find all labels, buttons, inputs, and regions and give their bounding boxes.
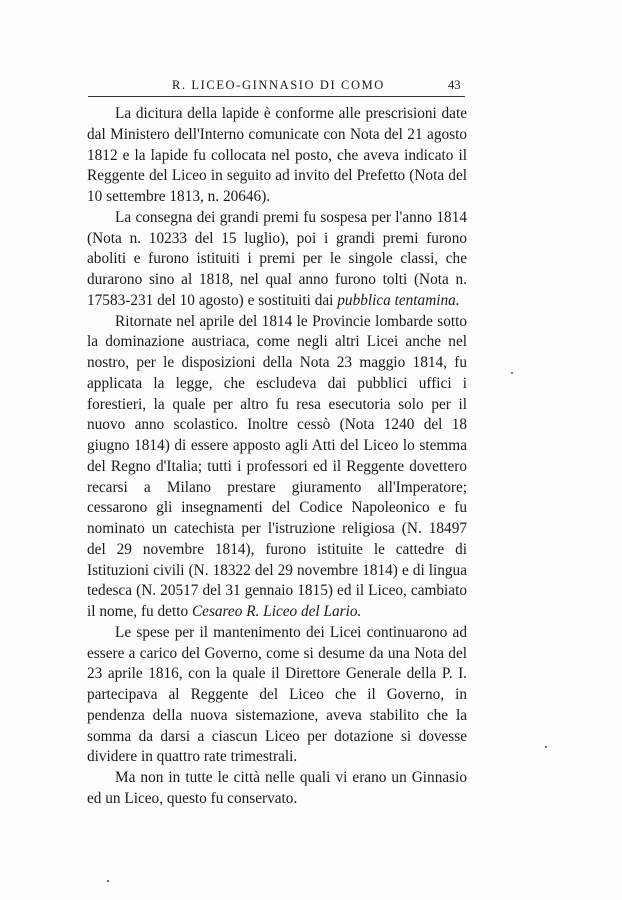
paragraph-1-text: La dicitura della lapide è conforme alle prescrisioni date dal Ministero dell'Interno comunicate con Nota del 21 agosto 1812 e la lapide fu collocata nel posto, che aveva indicato il Reggente del Liceo in seguito ad invito del Prefetto (Nota del 10 settembre 1813, n. 20646). [87, 105, 467, 205]
header-rule [88, 96, 465, 97]
paragraph-5-text: Ma non in tutte le città nelle quali vi erano un Ginnasio ed un Liceo, questo fu conservato. [87, 769, 467, 807]
paragraph-3-text: Ritornate nel aprile del 1814 le Provincie lombarde sotto la dominazione austriaca, come negli altri Licei anche nel nostro, per le disposizioni della Nota 23 maggio 1814, fu applicata la legge, che escludeva dai pubblici uffici i forestieri, la quale per altro fu resa esecutoria solo per il nuovo anno scolastico. Inoltre cessò (Nota 1240 del 18 giugno 1814) di essere apposto agli Atti del Liceo lo stemma del Regno d'Italia; tutti i professori ed il Reggente dovettero recarsi a Milano prestare giuramento all'Imperatore; cessarono gli insegnamenti del Codice Napoleonico e fu nominato un catechista per l'istruzione religiosa (N. 18497 del 29 novembre 1814), furono istituite le cattedre di Istituzioni civili (N. 18322 del 29 novembre 1814) e di lingua tedesca (N. 20517 del 31 gennaio 1815) ed il Liceo, cambiato il nome, fu detto [87, 312, 467, 620]
running-head [0, 78, 622, 94]
paragraph-4-text: Le spese per il mantenimento dei Licei continuarono ad essere a carico del Governo, come si desume da una Nota del 23 aprile 1816, con la quale il Direttore Generale della P. I. partecipava al Reggente del Liceo che il Governo, in pendenza della nuova sistemazione, aveva stabilito che la somma da darsi a ciascun Liceo per dotazione si dovesse dividere in quattro rate trimestrali. [87, 623, 467, 766]
paragraph-2 [87, 208, 467, 312]
page-number: 43 [448, 78, 461, 92]
paragraph-4 [87, 623, 467, 768]
scan-speck [511, 372, 513, 374]
running-title: R. LICEO-GINNASIO DI COMO [172, 78, 385, 92]
paragraph-5 [87, 768, 467, 810]
paragraph-2-text: La consegna dei grandi premi fu sospesa per l'anno 1814 (Nota n. 10233 del 15 luglio), poi i grandi premi furono aboliti e furono istituiti i premi per le singole classi, che durarono sino al 1818, nel qual anno furono tolti (Nota n. 17583-231 del 10 agosto) e sostituiti dai [87, 208, 467, 309]
paragraph-2-italic: pubblica tentamina. [337, 291, 460, 309]
paragraph-3-italic: Cesareo R. Liceo del Lario. [191, 603, 362, 620]
paragraph-1 [87, 104, 467, 208]
paragraph-3 [87, 312, 467, 623]
scan-speck [107, 880, 109, 882]
scan-speck [545, 746, 547, 748]
body-text [87, 104, 467, 810]
